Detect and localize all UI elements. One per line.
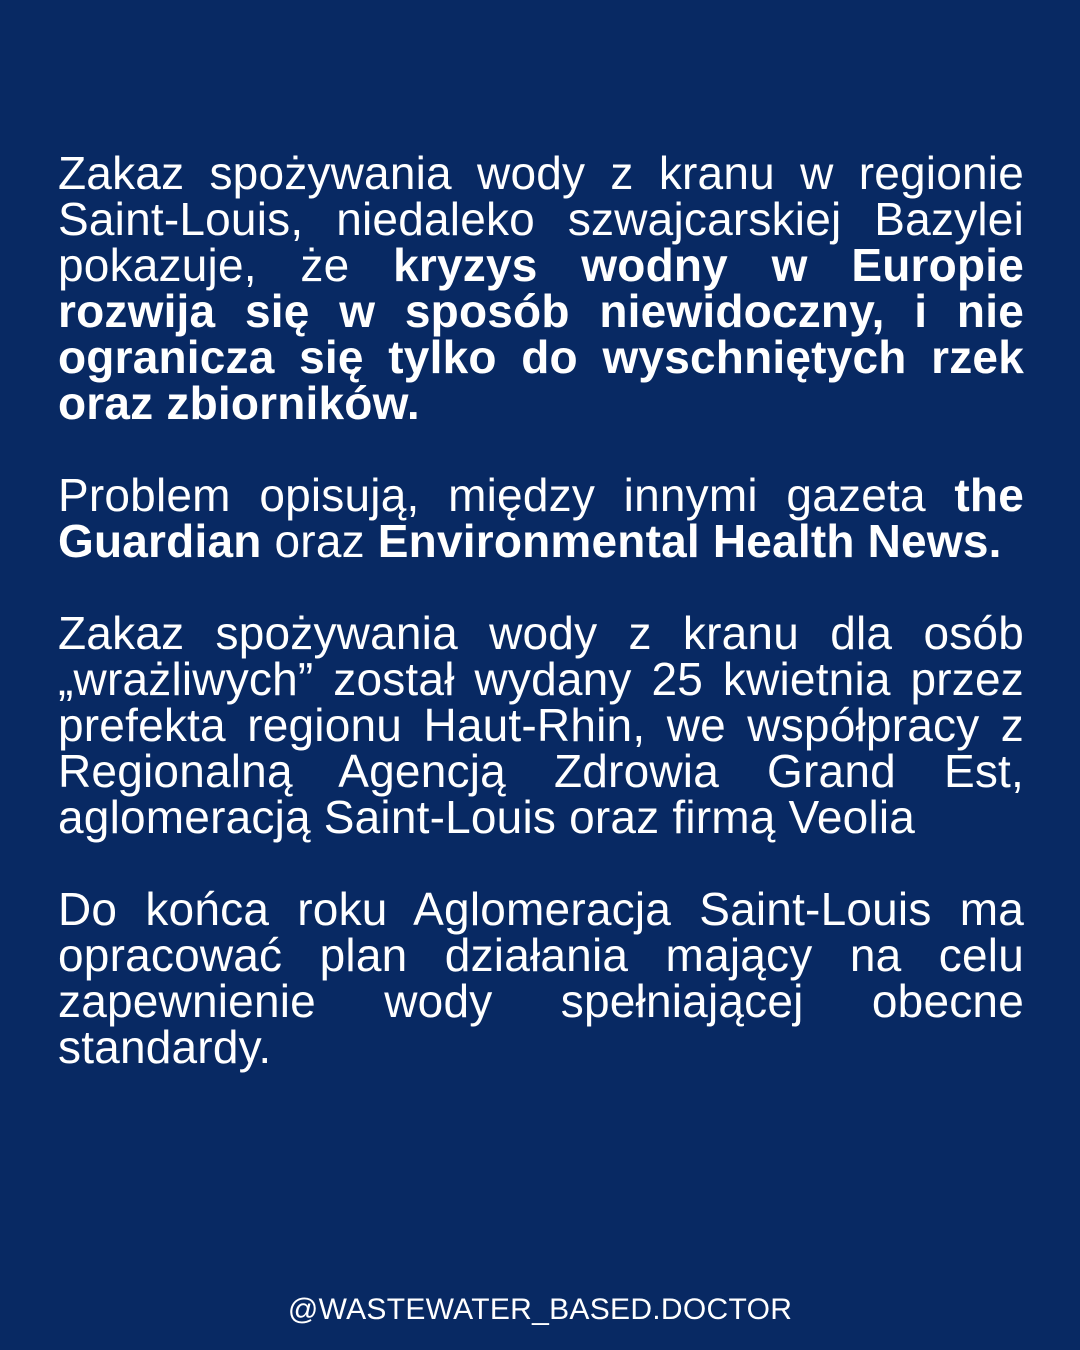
paragraph-2-text: Problem opisują, między innymi gazeta (58, 469, 955, 521)
post-body (58, 147, 1024, 1073)
paragraph-1-text: Zakaz spożywania wody z kranu w regionie Saint-Louis, niedaleko szwajcarskiej Bazylei pokazuje, że (58, 147, 1024, 291)
source-ehn: Environmental Health News. (377, 515, 1002, 567)
paragraph-4: Do końca roku Aglomeracja Saint-Louis ma opracować plan działania mający na celu zapewnienie wody spełniającej obecne standardy. (58, 883, 1024, 1073)
paragraph-3: Zakaz spożywania wody z kranu dla osób „wrażliwych” został wydany 25 kwietnia przez prefekta regionu Haut-Rhin, we współpracy z Regionalną Agencją Zdrowia Grand Est, aglomeracją Saint-Louis oraz firmą Veolia (58, 607, 1024, 843)
source-guardian: the Guardian (58, 469, 1024, 567)
paragraph-2-conjunction: oraz (261, 515, 378, 567)
paragraph-1-bold: kryzys wodny w Europie rozwija się w sposób niewidoczny, i nie ogranicza się tylko do wyschniętych rzek oraz zbiorników. (58, 239, 1024, 429)
paragraph-2 (58, 469, 1024, 567)
paragraph-1 (58, 147, 1024, 429)
account-handle: @WASTEWATER_BASED.DOCTOR (287, 1293, 793, 1326)
